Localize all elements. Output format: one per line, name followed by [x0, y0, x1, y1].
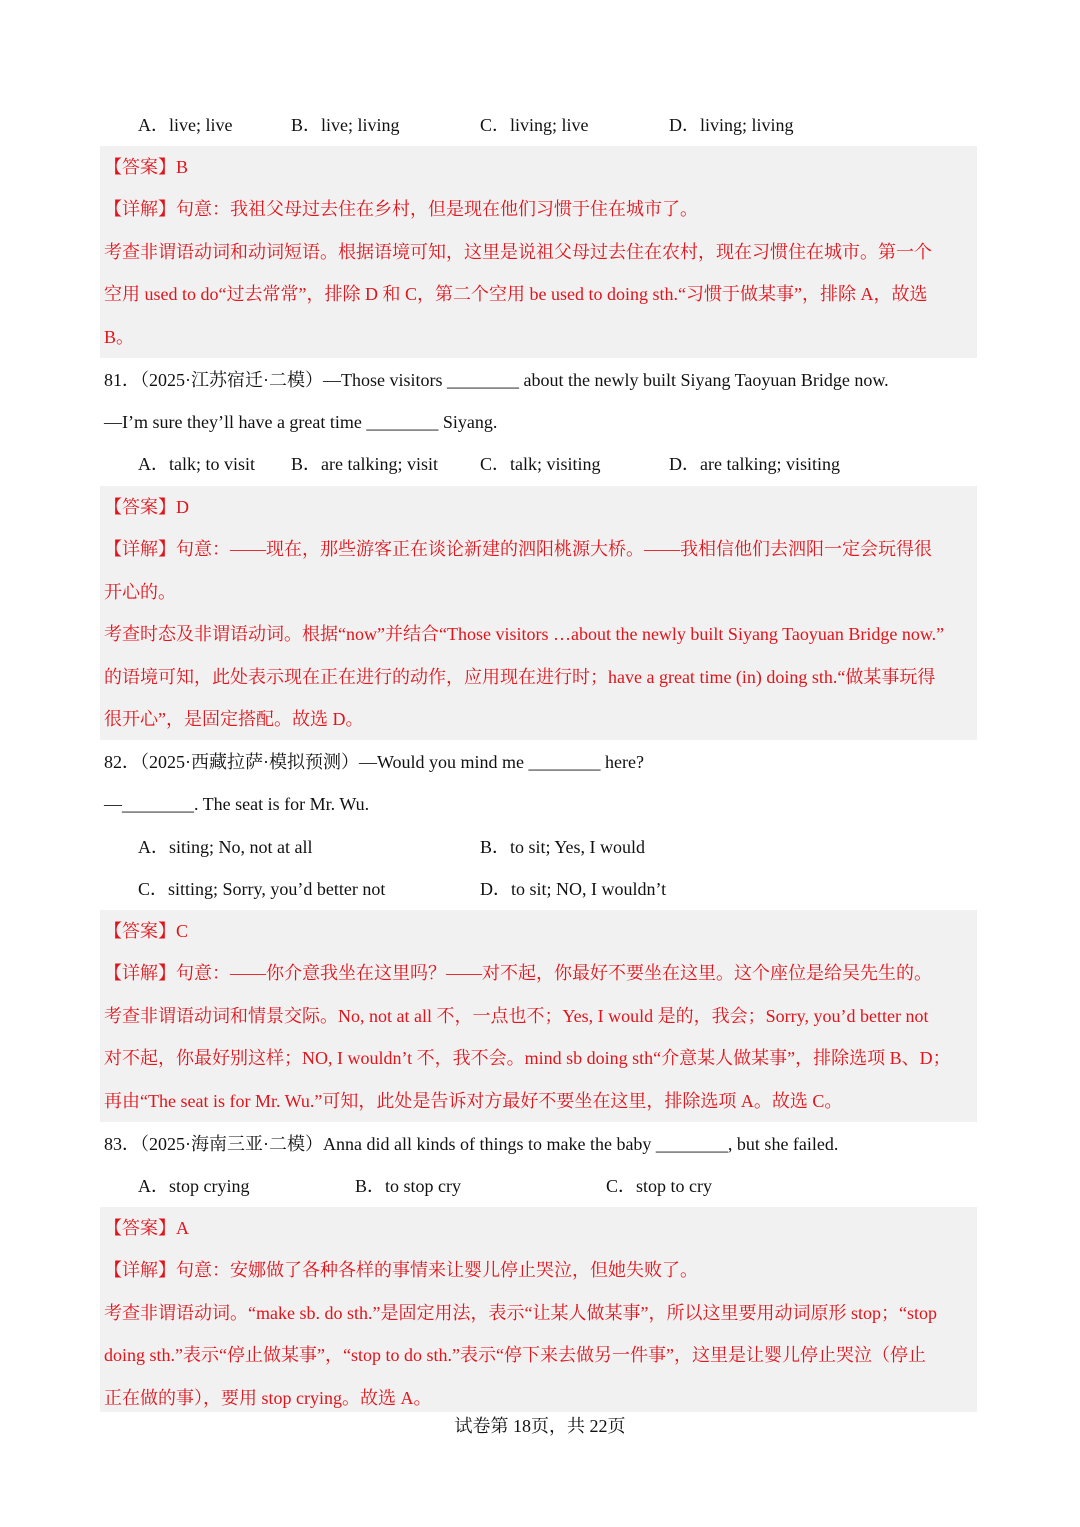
q83-answer: 【答案】A — [104, 1218, 189, 1238]
q83-detail-line: doing sth.”表示“停止做某事”，“stop to do sth.”表示“停下来去做另一件事”，这里是让婴儿停止哭泣（停止 — [104, 1345, 926, 1365]
q81-detail-line: 很开心”，是固定搭配。故选 D。 — [104, 709, 364, 729]
q82-detail-line: 考查非谓语动词和情景交际。No, not at all 不，一点也不；Yes, I would 是的，我会；Sorry, you’d better not — [104, 1006, 929, 1026]
q80-option-d: D．living; living — [669, 115, 794, 135]
q80-detail-line: 【详解】句意：我祖父母过去住在乡村，但是现在他们习惯于住在城市了。 — [104, 199, 698, 219]
q83-detail-line: 考查非谓语动词。“make sb. do sth.”是固定用法，表示“让某人做某事”，所以这里要用动词原形 stop；“stop — [104, 1303, 937, 1323]
q81-answer: 【答案】D — [104, 497, 189, 517]
q81-option-b: B．are talking; visit — [291, 454, 438, 474]
q81-detail-line: 开心的。 — [104, 582, 176, 602]
q82-stem: 82．（2025·西藏拉萨·模拟预测）—Would you mind me ________ here? — [104, 752, 644, 772]
q81-detail-line: 【详解】句意：——现在，那些游客正在谈论新建的泗阳桃源大桥。——我相信他们去泗阳一定会玩得很 — [104, 539, 932, 559]
q83-option-b: B．to stop cry — [355, 1176, 461, 1196]
q82-detail-line: 再由“The seat is for Mr. Wu.”可知，此处是告诉对方最好不要坐在这里，排除选项 A。故选 C。 — [104, 1091, 843, 1111]
q80-detail-line: B。 — [104, 327, 135, 347]
q82-detail-line: 【详解】句意：——你介意我坐在这里吗？——对不起，你最好不要坐在这里。这个座位是给吴先生的。 — [104, 963, 932, 983]
q83-option-a: A．stop crying — [138, 1176, 250, 1196]
q83-detail-line: 正在做的事），要用 stop crying。故选 A。 — [104, 1388, 432, 1408]
q82-option-b: B．to sit; Yes, I would — [480, 837, 646, 857]
q80-detail-line: 空用 used to do“过去常常”，排除 D 和 C，第二个空用 be used to doing sth.“习惯于做某事”，排除 A，故选 — [104, 284, 928, 304]
q83-option-c: C．stop to cry — [606, 1176, 712, 1196]
q80-option-c: C．living; live — [480, 115, 589, 135]
q81-answer-box — [100, 486, 977, 740]
q82-option-d: D．to sit; NO, I wouldn’t — [480, 879, 667, 899]
q81-option-a: A．talk; to visit — [138, 454, 255, 474]
q82-stem-reply: —________. The seat is for Mr. Wu. — [104, 794, 370, 814]
q81-option-d: D．are talking; visiting — [669, 454, 840, 474]
q80-detail-line: 考查非谓语动词和动词短语。根据语境可知，这里是说祖父母过去住在农村，现在习惯住在城市。第一个 — [104, 242, 932, 262]
q80-option-b: B．live; living — [291, 115, 400, 135]
q82-detail-line: 对不起，你最好别这样；NO, I wouldn’t 不，我不会。mind sb doing sth“介意某人做某事”，排除选项 B、D； — [104, 1048, 951, 1068]
q81-option-c: C．talk; visiting — [480, 454, 601, 474]
q80-option-a: A．live; live — [138, 115, 233, 135]
q80-answer: 【答案】B — [104, 157, 189, 177]
q83-stem: 83．（2025·海南三亚·二模）Anna did all kinds of things to make the baby ________, but she failed. — [104, 1134, 839, 1154]
page-number: 试卷第 18页，共 22页 — [454, 1416, 626, 1436]
q81-stem-reply: —I’m sure they’ll have a great time ________ Siyang. — [104, 412, 498, 432]
q82-option-c: C．sitting; Sorry, you’d better not — [138, 879, 386, 899]
q82-answer: 【答案】C — [104, 921, 189, 941]
q81-detail-line: 考查时态及非谓语动词。根据“now”并结合“Those visitors …about the newly built Siyang Taoyuan Bridge now.” — [104, 624, 945, 644]
q82-option-a: A．siting; No, not at all — [138, 837, 313, 857]
q81-detail-line: 的语境可知，此处表示现在正在进行的动作，应用现在进行时；have a great time (in) doing sth.“做某事玩得 — [104, 667, 936, 687]
q83-detail-line: 【详解】句意：安娜做了各种各样的事情来让婴儿停止哭泣，但她失败了。 — [104, 1260, 698, 1280]
q81-stem: 81．（2025·江苏宿迁·二模）—Those visitors ________ about the newly built Siyang Taoyuan Bridge now. — [104, 370, 889, 390]
